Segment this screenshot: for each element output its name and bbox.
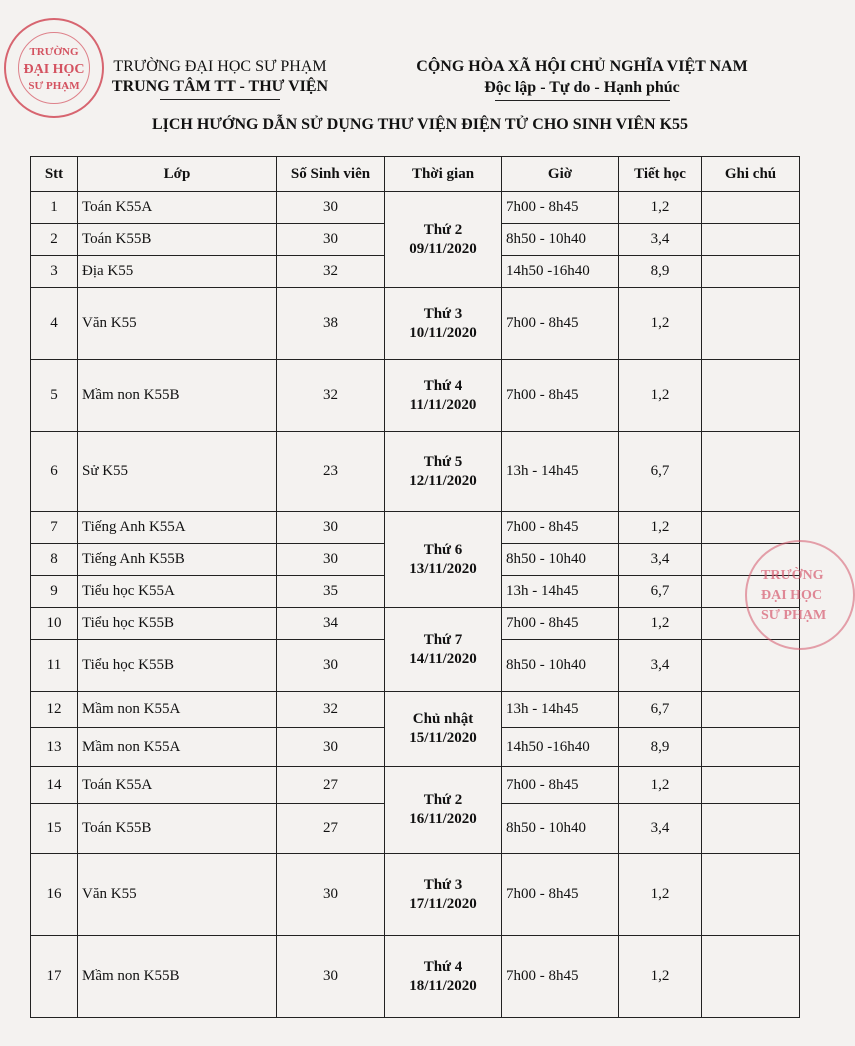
cell-stt: 4 [31, 288, 78, 360]
header-lop: Lớp [78, 157, 277, 192]
cell-so-sinh-vien: 30 [277, 544, 385, 576]
header-stt: Stt [31, 157, 78, 192]
cell-so-sinh-vien: 32 [277, 256, 385, 288]
cell-stt: 15 [31, 804, 78, 854]
cell-ghi-chu [702, 854, 800, 936]
cell-stt: 9 [31, 576, 78, 608]
cell-tiet-hoc: 1,2 [619, 936, 702, 1018]
cell-tiet-hoc: 3,4 [619, 640, 702, 692]
cell-lop: Toán K55B [78, 224, 277, 256]
date-label: 10/11/2020 [409, 324, 477, 341]
cell-tiet-hoc: 3,4 [619, 544, 702, 576]
cell-stt: 11 [31, 640, 78, 692]
cell-stt: 16 [31, 854, 78, 936]
cell-thoi-gian [385, 288, 502, 360]
table-row [31, 608, 800, 640]
partial-seal-text-2: ĐẠI HỌC [761, 588, 823, 603]
header-ghi-chu: Ghi chú [702, 157, 800, 192]
cell-ghi-chu [702, 767, 800, 804]
cell-so-sinh-vien: 30 [277, 512, 385, 544]
cell-gio: 7h00 - 8h45 [502, 360, 619, 432]
header-thoi-gian: Thời gian [385, 157, 502, 192]
table-row [31, 936, 800, 1018]
cell-so-sinh-vien: 35 [277, 576, 385, 608]
cell-gio: 7h00 - 8h45 [502, 512, 619, 544]
cell-gio: 8h50 - 10h40 [502, 544, 619, 576]
cell-so-sinh-vien: 30 [277, 192, 385, 224]
cell-tiet-hoc: 3,4 [619, 224, 702, 256]
institution-header [70, 58, 370, 100]
center-name: TRUNG TÂM TT - THƯ VIỆN [111, 78, 329, 95]
cell-ghi-chu [702, 512, 800, 544]
cell-stt: 2 [31, 224, 78, 256]
day-label: Thứ 4 [423, 958, 463, 975]
date-label: 11/11/2020 [409, 396, 477, 413]
cell-gio: 7h00 - 8h45 [502, 192, 619, 224]
cell-lop: Tiểu học K55B [78, 640, 277, 692]
partial-seal-text-1: TRƯỜNG [761, 568, 824, 583]
cell-lop: Tiếng Anh K55A [78, 512, 277, 544]
day-label: Chủ nhật [412, 711, 474, 727]
partial-seal-stamp [745, 540, 855, 650]
cell-gio: 14h50 -16h40 [502, 728, 619, 767]
cell-thoi-gian [385, 512, 502, 608]
date-label: 15/11/2020 [409, 730, 477, 746]
cell-tiet-hoc: 1,2 [619, 512, 702, 544]
cell-gio: 7h00 - 8h45 [502, 767, 619, 804]
seal-text-line2: ĐẠI HỌC [23, 62, 85, 77]
cell-lop: Mầm non K55A [78, 728, 277, 767]
cell-thoi-gian [385, 192, 502, 288]
cell-tiet-hoc: 1,2 [619, 854, 702, 936]
cell-so-sinh-vien: 30 [277, 224, 385, 256]
cell-thoi-gian [385, 936, 502, 1018]
cell-gio: 7h00 - 8h45 [502, 854, 619, 936]
cell-ghi-chu [702, 936, 800, 1018]
cell-gio: 13h - 14h45 [502, 576, 619, 608]
cell-lop: Toán K55B [78, 804, 277, 854]
cell-so-sinh-vien: 30 [277, 854, 385, 936]
cell-lop: Mầm non K55A [78, 692, 277, 728]
date-label: 13/11/2020 [409, 560, 477, 577]
cell-gio: 7h00 - 8h45 [502, 936, 619, 1018]
cell-so-sinh-vien: 32 [277, 692, 385, 728]
cell-thoi-gian [385, 360, 502, 432]
cell-gio: 8h50 - 10h40 [502, 224, 619, 256]
cell-so-sinh-vien: 34 [277, 608, 385, 640]
header-right-rule [495, 100, 670, 101]
date-label: 09/11/2020 [409, 240, 477, 257]
partial-seal-text-3: SƯ PHẠM [761, 608, 827, 623]
table-row [31, 432, 800, 512]
header-gio: Giờ [502, 157, 619, 192]
cell-gio: 13h - 14h45 [502, 432, 619, 512]
cell-stt: 17 [31, 936, 78, 1018]
cell-gio: 14h50 -16h40 [502, 256, 619, 288]
cell-tiet-hoc: 1,2 [619, 288, 702, 360]
seal-text-line3: SƯ PHẠM [28, 80, 80, 92]
cell-lop: Tiểu học K55B [78, 608, 277, 640]
cell-stt: 3 [31, 256, 78, 288]
cell-ghi-chu [702, 256, 800, 288]
day-label: Thứ 4 [423, 377, 463, 394]
seal-text-line1: TRƯỜNG [29, 46, 79, 58]
date-label: 17/11/2020 [409, 895, 477, 912]
cell-gio: 8h50 - 10h40 [502, 804, 619, 854]
cell-tiet-hoc: 6,7 [619, 432, 702, 512]
table-row [31, 854, 800, 936]
date-label: 14/11/2020 [409, 650, 477, 667]
cell-tiet-hoc: 6,7 [619, 576, 702, 608]
cell-lop: Mầm non K55B [78, 936, 277, 1018]
cell-thoi-gian [385, 692, 502, 767]
cell-stt: 13 [31, 728, 78, 767]
day-label: Thứ 3 [423, 305, 463, 322]
table-row [31, 692, 800, 728]
cell-gio: 8h50 - 10h40 [502, 640, 619, 692]
day-label: Thứ 6 [423, 541, 463, 558]
header-so-sinh-vien: Số Sinh viên [277, 157, 385, 192]
cell-tiet-hoc: 8,9 [619, 256, 702, 288]
cell-lop: Sử K55 [78, 432, 277, 512]
cell-so-sinh-vien: 30 [277, 640, 385, 692]
cell-ghi-chu [702, 288, 800, 360]
cell-ghi-chu [702, 192, 800, 224]
cell-ghi-chu [702, 360, 800, 432]
cell-tiet-hoc: 6,7 [619, 692, 702, 728]
national-title: CỘNG HÒA XÃ HỘI CHỦ NGHĨA VIỆT NAM [416, 58, 748, 75]
cell-tiet-hoc: 3,4 [619, 804, 702, 854]
table-header-row [31, 157, 800, 192]
cell-ghi-chu [702, 432, 800, 512]
table-row [31, 360, 800, 432]
cell-gio: 7h00 - 8h45 [502, 608, 619, 640]
cell-tiet-hoc: 1,2 [619, 192, 702, 224]
cell-stt: 1 [31, 192, 78, 224]
national-motto: Độc lập - Tự do - Hạnh phúc [484, 79, 680, 96]
table-row [31, 512, 800, 544]
cell-so-sinh-vien: 30 [277, 728, 385, 767]
cell-so-sinh-vien: 38 [277, 288, 385, 360]
cell-stt: 7 [31, 512, 78, 544]
header-tiet-hoc: Tiết học [619, 157, 702, 192]
table-row [31, 192, 800, 224]
cell-lop: Tiểu học K55A [78, 576, 277, 608]
cell-gio: 7h00 - 8h45 [502, 288, 619, 360]
cell-thoi-gian [385, 854, 502, 936]
day-label: Thứ 2 [423, 221, 463, 238]
cell-lop: Văn K55 [78, 288, 277, 360]
date-label: 16/11/2020 [409, 811, 477, 827]
date-label: 18/11/2020 [409, 977, 477, 994]
table-row [31, 767, 800, 804]
cell-lop: Mầm non K55B [78, 360, 277, 432]
cell-lop: Tiếng Anh K55B [78, 544, 277, 576]
cell-so-sinh-vien: 27 [277, 767, 385, 804]
cell-lop: Văn K55 [78, 854, 277, 936]
cell-stt: 5 [31, 360, 78, 432]
cell-stt: 8 [31, 544, 78, 576]
day-label: Thứ 3 [423, 876, 463, 893]
cell-ghi-chu [702, 692, 800, 728]
cell-ghi-chu [702, 728, 800, 767]
cell-tiet-hoc: 8,9 [619, 728, 702, 767]
cell-thoi-gian [385, 767, 502, 854]
day-label: Thứ 5 [423, 453, 463, 470]
national-header [372, 58, 792, 101]
document-title: LỊCH HƯỚNG DẪN SỬ DỤNG THƯ VIỆN ĐIỆN TỬ CHO SINH VIÊN K55 [151, 116, 689, 133]
cell-so-sinh-vien: 23 [277, 432, 385, 512]
cell-stt: 12 [31, 692, 78, 728]
cell-gio: 13h - 14h45 [502, 692, 619, 728]
cell-ghi-chu [702, 224, 800, 256]
cell-lop: Toán K55A [78, 192, 277, 224]
university-name: TRƯỜNG ĐẠI HỌC SƯ PHẠM [113, 58, 327, 75]
day-label: Thứ 7 [423, 631, 463, 648]
cell-tiet-hoc: 1,2 [619, 767, 702, 804]
header-left-rule [160, 99, 280, 100]
cell-lop: Địa K55 [78, 256, 277, 288]
cell-stt: 6 [31, 432, 78, 512]
cell-stt: 14 [31, 767, 78, 804]
cell-so-sinh-vien: 27 [277, 804, 385, 854]
cell-so-sinh-vien: 32 [277, 360, 385, 432]
cell-ghi-chu [702, 804, 800, 854]
table-row [31, 288, 800, 360]
cell-so-sinh-vien: 30 [277, 936, 385, 1018]
day-label: Thứ 2 [423, 792, 463, 808]
cell-thoi-gian [385, 432, 502, 512]
cell-lop: Toán K55A [78, 767, 277, 804]
cell-tiet-hoc: 1,2 [619, 608, 702, 640]
cell-stt: 10 [31, 608, 78, 640]
date-label: 12/11/2020 [409, 472, 477, 489]
schedule-table [30, 156, 800, 1018]
cell-tiet-hoc: 1,2 [619, 360, 702, 432]
cell-thoi-gian [385, 608, 502, 692]
